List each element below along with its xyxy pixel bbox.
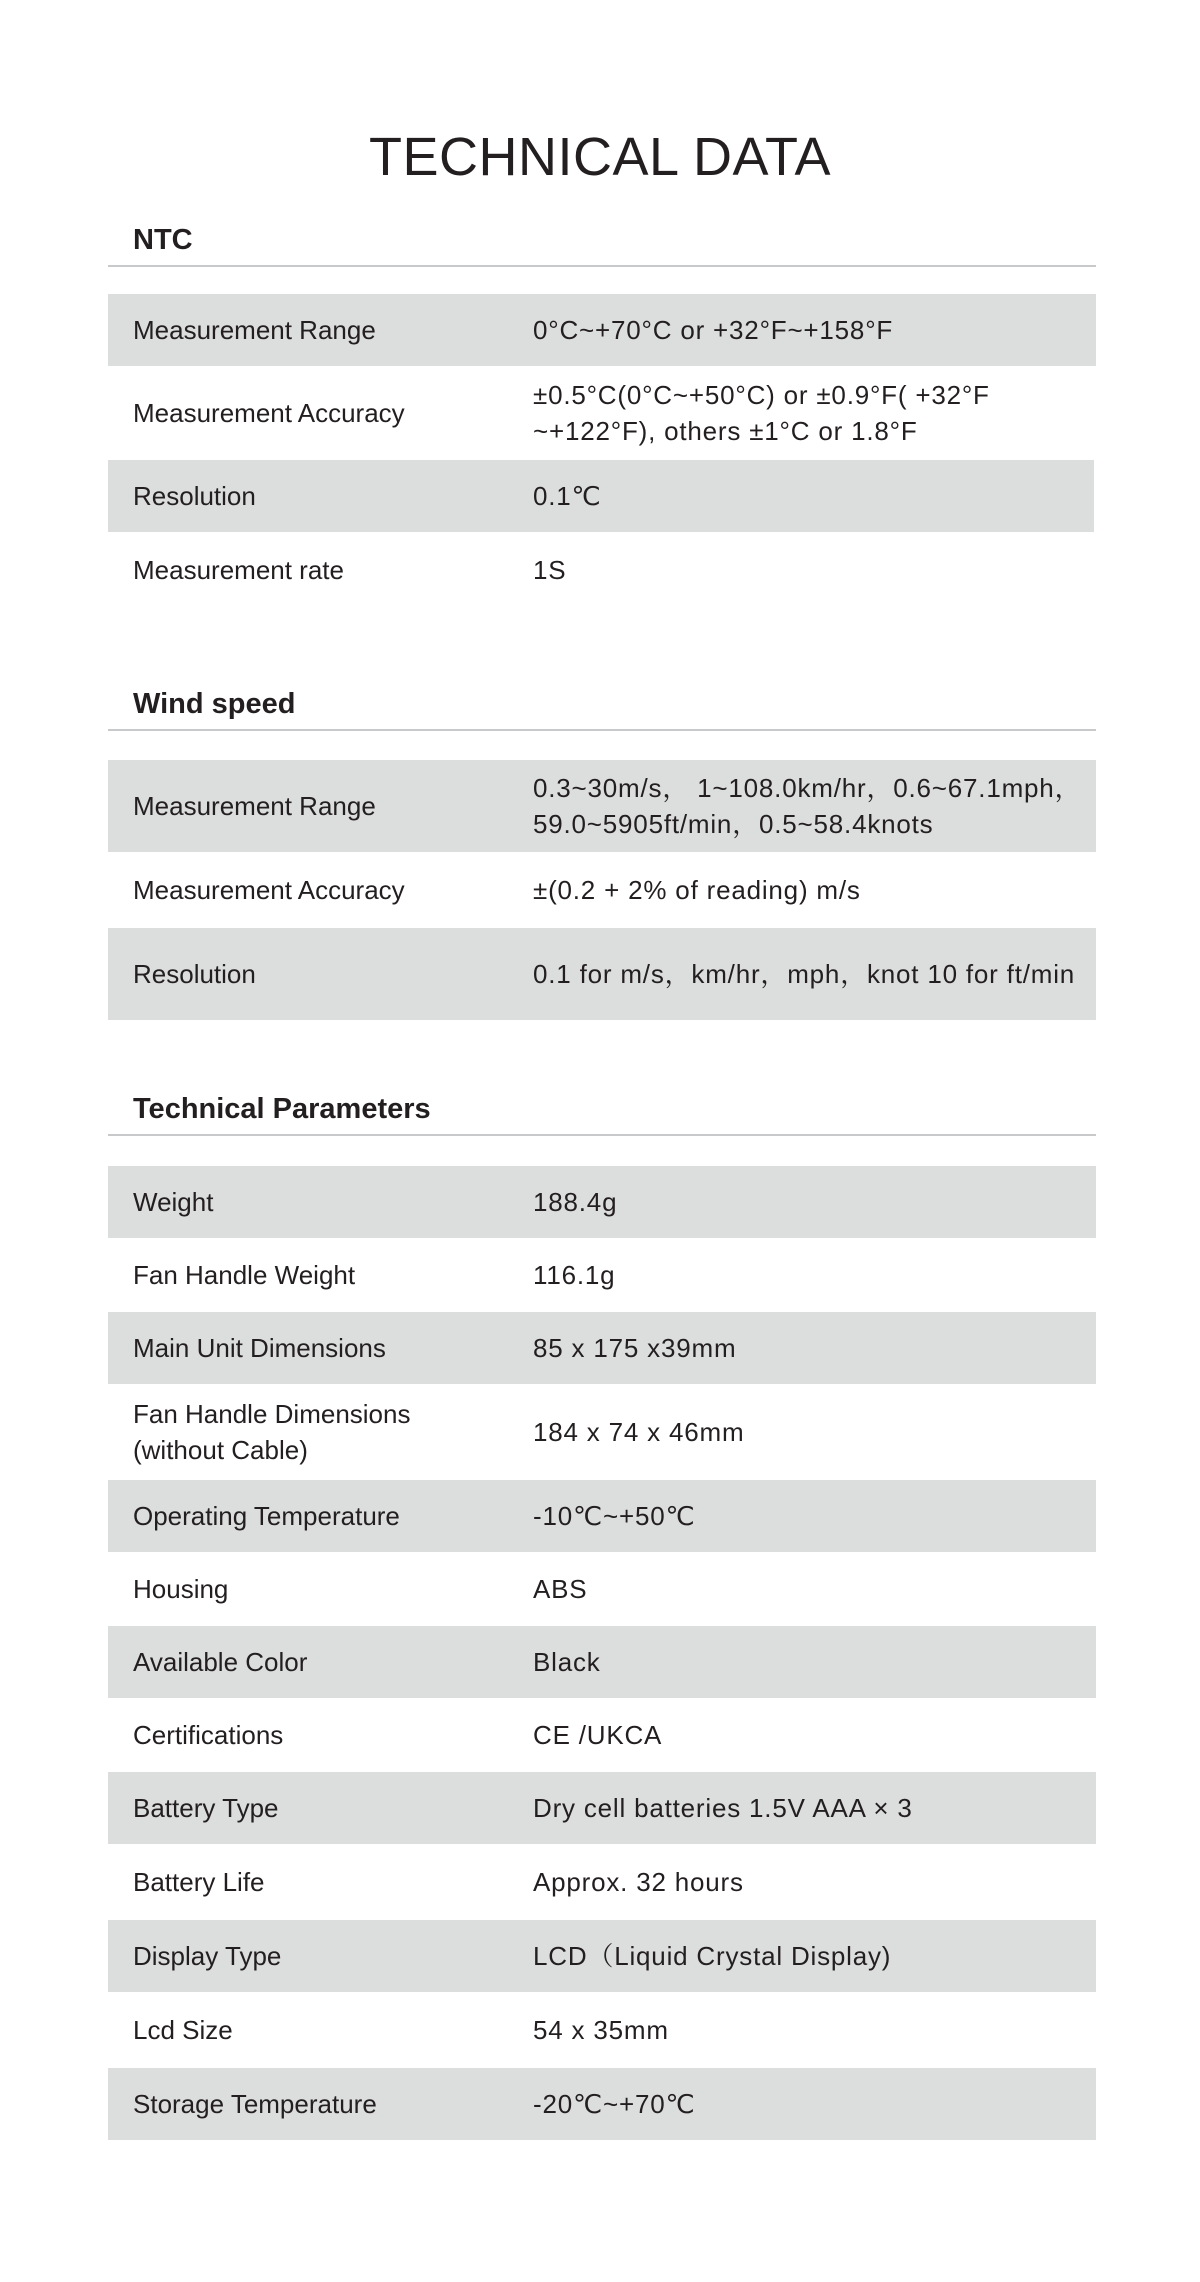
spec-row (108, 1480, 1096, 1552)
spec-row (108, 366, 1096, 460)
spec-label: Fan Handle Weight (133, 1260, 356, 1290)
spec-row (108, 1698, 1096, 1772)
spec-value: 0.3~30m/s， 1~108.0km/hr，0.6~67.1mph，59.0~5905ft/min，0.5~58.4knots (533, 773, 1082, 839)
spec-row (108, 1238, 1096, 1312)
spec-value: ±(0.2 + 2% of reading) m/s (533, 875, 861, 905)
spec-value: CE /UKCA (533, 1720, 663, 1750)
spec-value: -20℃~+70℃ (533, 2089, 696, 2119)
spec-row (108, 852, 1096, 928)
spec-label: Measurement Accuracy (133, 398, 405, 428)
spec-label: Storage Temperature (133, 2089, 377, 2119)
spec-value: 0.1 for m/s，km/hr，mph，knot 10 for ft/min (533, 959, 1076, 989)
spec-label: Measurement Range (133, 315, 376, 345)
spec-value: 54 x 35mm (533, 2015, 669, 2045)
spec-label: Battery Life (133, 1867, 265, 1897)
spec-row (108, 2068, 1096, 2140)
spec-value: Dry cell batteries 1.5V AAA × 3 (533, 1793, 913, 1823)
spec-label: Operating Temperature (133, 1501, 400, 1531)
spec-value: ±0.5°C(0°C~+50°C) or ±0.9°F( +32°F ~+122°F), others ±1°C or 1.8°F (533, 380, 990, 446)
spec-label: Measurement rate (133, 555, 344, 585)
spec-row (108, 1626, 1096, 1698)
spec-value: ABS (533, 1574, 588, 1604)
spec-label: Certifications (133, 1720, 284, 1750)
spec-row (108, 1920, 1096, 1992)
spec-row (108, 460, 1094, 532)
spec-label: Display Type (133, 1941, 282, 1971)
spec-value: 0.1℃ (533, 481, 602, 511)
spec-value: 85 x 175 x39mm (533, 1333, 737, 1363)
spec-label: Resolution (133, 481, 256, 511)
spec-row (108, 1844, 1096, 1920)
page-title: TECHNICAL DATA (368, 127, 832, 188)
spec-row (108, 928, 1096, 1020)
spec-label: Available Color (133, 1647, 308, 1677)
spec-value: 184 x 74 x 46mm (533, 1417, 745, 1447)
spec-row (108, 760, 1096, 852)
spec-label: Measurement Accuracy (133, 875, 405, 905)
spec-row (108, 532, 1096, 608)
spec-label: Lcd Size (133, 2015, 233, 2045)
section-heading-technical-parameters: Technical Parameters (133, 1093, 431, 1125)
spec-value: Black (533, 1647, 601, 1677)
spec-label: Weight (133, 1187, 214, 1217)
section-divider (108, 1134, 1096, 1136)
spec-label: Fan Handle Dimensions (without Cable) (133, 1399, 411, 1465)
section-heading-ntc: NTC (133, 224, 193, 256)
spec-row (108, 1552, 1096, 1626)
spec-row (108, 1772, 1096, 1844)
section-heading-wind-speed: Wind speed (133, 688, 296, 720)
spec-value: -10℃~+50℃ (533, 1501, 696, 1531)
spec-label: Main Unit Dimensions (133, 1333, 386, 1363)
spec-label: Battery Type (133, 1793, 279, 1823)
spec-value: LCD（Liquid Crystal Display) (533, 1941, 892, 1971)
spec-value: Approx. 32 hours (533, 1867, 744, 1897)
spec-label: Measurement Range (133, 791, 376, 821)
section-divider (108, 729, 1096, 731)
spec-row (108, 1312, 1096, 1384)
spec-label: Housing (133, 1574, 229, 1604)
spec-value: 1S (533, 555, 567, 585)
spec-value: 0°C~+70°C or +32°F~+158°F (533, 315, 894, 345)
spec-row (108, 294, 1096, 366)
spec-value: 116.1g (533, 1260, 616, 1290)
spec-label: Resolution (133, 959, 256, 989)
spec-value: 188.4g (533, 1187, 618, 1217)
spec-row (108, 1992, 1096, 2068)
spec-row (108, 1384, 1096, 1480)
section-divider (108, 265, 1096, 267)
spec-row (108, 1166, 1096, 1238)
